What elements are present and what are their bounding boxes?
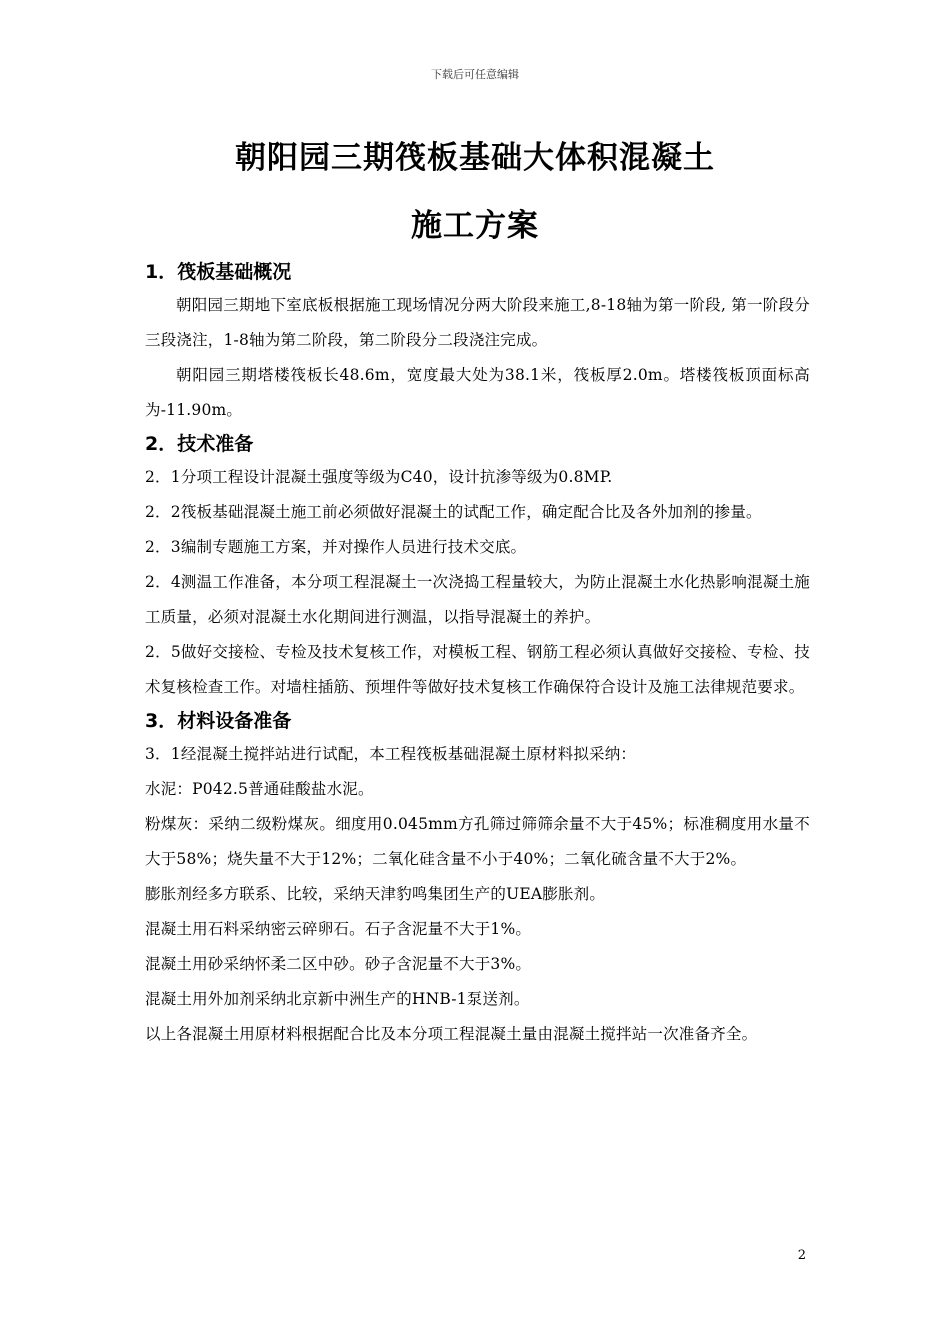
page-header: 下载后可任意编辑 — [431, 68, 519, 81]
section-heading: 2．技术准备 — [145, 433, 254, 455]
document-body — [145, 256, 810, 1052]
paragraph: 以上各混凝土用原材料根据配合比及本分项工程混凝土量由混凝土搅拌站一次准备齐全。 — [145, 1025, 758, 1043]
paragraph: 混凝土用外加剂采纳北京新中洲生产的HNB-1泵送剂。 — [145, 990, 530, 1008]
paragraph: 粉煤灰：采纳二级粉煤灰。细度用0.045mm方孔筛过筛筛余量不大于45%；标准稠度用水量不大于58%；烧失量不大于12%；二氧化硅含量不小于40%；二氧化硫含量不大于2%。 — [145, 815, 810, 868]
paragraph: 3．1经混凝土搅拌站进行试配，本工程筏板基础混凝土原材料拟采纳： — [145, 745, 637, 763]
paragraph: 2．2筏板基础混凝土施工前必须做好混凝土的试配工作，确定配合比及各外加剂的掺量。 — [145, 503, 762, 521]
paragraph: 2．1分项工程设计混凝土强度等级为C40，设计抗渗等级为0.8MP. — [145, 468, 613, 486]
paragraph: 混凝土用石料采纳密云碎卵石。石子含泥量不大于1%。 — [145, 920, 532, 938]
document-title-line-1: 朝阳园三期筏板基础大体积混凝土 — [235, 140, 715, 176]
paragraph: 水泥：P042.5普通硅酸盐水泥。 — [145, 780, 374, 798]
paragraph: 2．5做好交接检、专检及技术复核工作，对模板工程、钢筋工程必须认真做好交接检、专检、技术复核检查工作。对墙柱插筋、预埋件等做好技术复核工作确保符合设计及施工法律规范要求。 — [145, 643, 810, 696]
paragraph: 2．3编制专题施工方案，并对操作人员进行技术交底。 — [145, 538, 527, 556]
section-heading: 1．筏板基础概况 — [145, 261, 292, 283]
section-heading: 3．材料设备准备 — [145, 710, 292, 732]
paragraph: 朝阳园三期塔楼筏板长48.6m，宽度最大处为38.1米，筏板厚2.0m。塔楼筏板顶面标高为-11.90m。 — [145, 366, 810, 419]
paragraph: 2．4测温工作准备，本分项工程混凝土一次浇捣工程量较大，为防止混凝土水化热影响混凝土施工质量，必须对混凝土水化期间进行测温，以指导混凝土的养护。 — [145, 573, 810, 626]
paragraph: 朝阳园三期地下室底板根据施工现场情况分两大阶段来施工,8-18轴为第一阶段, 第一阶段分三段浇注，1-8轴为第二阶段，第二阶段分二段浇注完成。 — [145, 296, 810, 349]
page-number: 2 — [797, 1248, 806, 1263]
paragraph: 膨胀剂经多方联系、比较，采纳天津豹鸣集团生产的UEA膨胀剂。 — [145, 885, 606, 903]
paragraph: 混凝土用砂采纳怀柔二区中砂。砂子含泥量不大于3%。 — [145, 955, 532, 973]
document-title-line-2: 施工方案 — [411, 208, 539, 244]
